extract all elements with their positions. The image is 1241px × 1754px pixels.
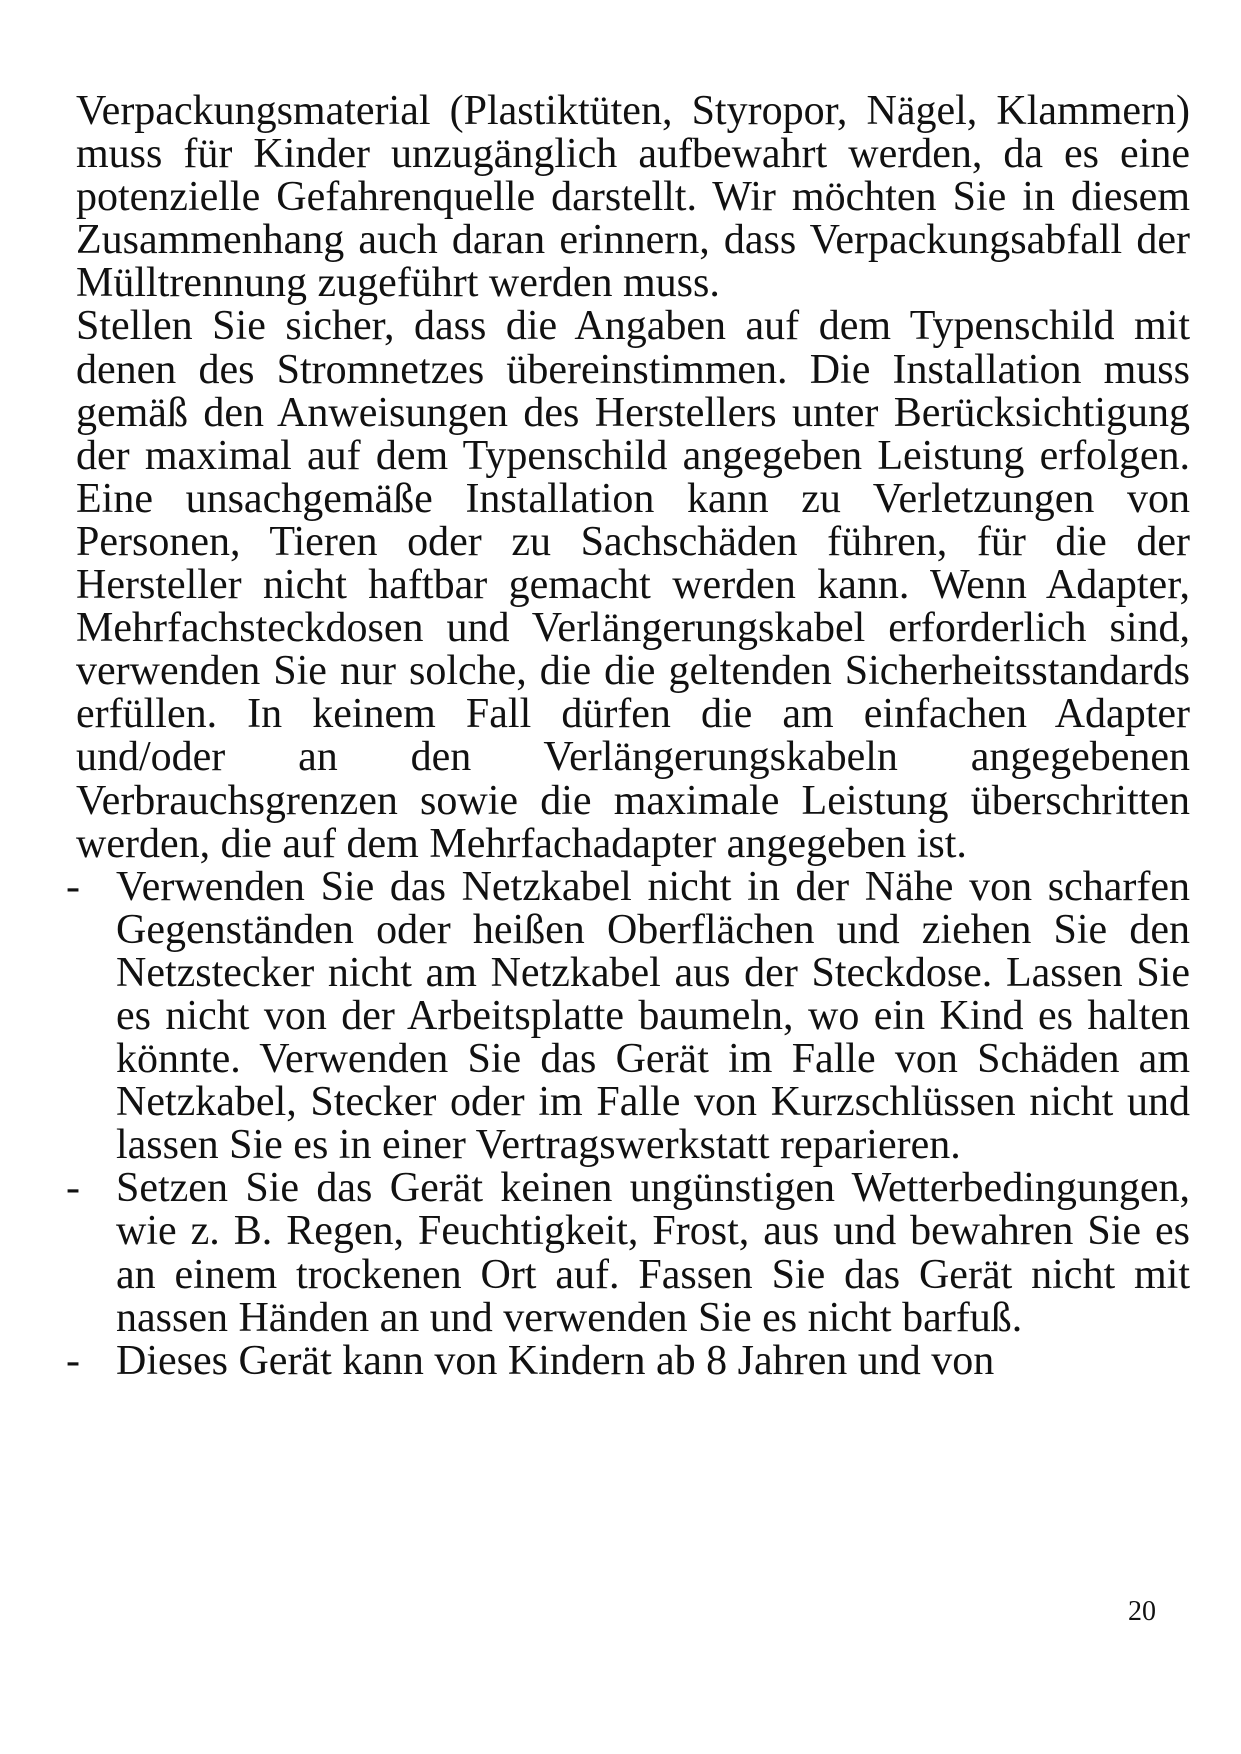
installation-paragraph: Stellen Sie sicher, dass die Angaben auf dem Typenschild mit denen des Stromnetzes übereinstimmen. Die Installation muss gemäß den Anweisungen des Herstellers unter Berücksichtigung der maximal auf dem Typenschild angegeben Leistung erfolgen. Eine unsachgemäße Installation kann zu Verletzungen von Personen, Tieren oder zu Sachschäden führen, für die der Hersteller nicht haftbar gemacht werden kann. Wenn Adapter, Mehrfachsteckdosen und Verlängerungskabel erforderlich sind, verwenden Sie nur solche, die die geltenden Sicherheitsstandards erfüllen. In keinem Fall dürfen die am einfachen Adapter und/oder an den Verlängerungskabeln angegebenen Verbrauchsgrenzen sowie die maximale Leistung überschritten werden, die auf dem Mehrfachadapter angegeben ist. [76,303,1190,867]
bullet-marker: - [66,1337,80,1384]
list-item-text: Setzen Sie das Gerät keinen ungünstigen Wetterbedingungen, wie z. B. Regen, Feuchtigkeit, Frost, aus und bewahren Sie es an einem trockenen Ort auf. Fassen Sie das Gerät nicht mit nassen Händen an und verwenden Sie es nicht barfuß. [116,1165,1190,1341]
list-item-text: Verwenden Sie das Netzkabel nicht in der Nähe von scharfen Gegenständen oder heißen Oberflächen und ziehen Sie den Netzstecker nicht am Netzkabel aus der Steckdose. Lassen Sie es nicht von der Arbeitsplatte baumeln, wo ein Kind es halten könnte. Verwenden Sie das Gerät im Falle von Schäden am Netzkabel, Stecker oder im Falle von Kurzschlüssen nicht und lassen Sie es in einer Vertragswerkstatt reparieren. [116,863,1190,1169]
safety-bullet-list [66,863,1190,1384]
page-body [66,88,1190,1384]
list-item [66,1337,1190,1384]
list-item-text: Dieses Gerät kann von Kindern ab 8 Jahren und von [116,1337,995,1384]
bullet-marker: - [66,1165,80,1212]
list-item [66,1165,1190,1341]
bullet-marker: - [66,863,80,910]
list-item [66,863,1190,1169]
packaging-paragraph: Verpackungsmaterial (Plastiktüten, Styropor, Nägel, Klammern) muss für Kinder unzugänglich aufbewahrt werden, da es eine potenzielle Gefahrenquelle darstellt. Wir möchten Sie in diesem Zusammenhang auch daran erinnern, dass Verpackungsabfall der Mülltrennung zugeführt werden muss. [76,88,1190,307]
page-number: 20 [1128,1596,1156,1627]
